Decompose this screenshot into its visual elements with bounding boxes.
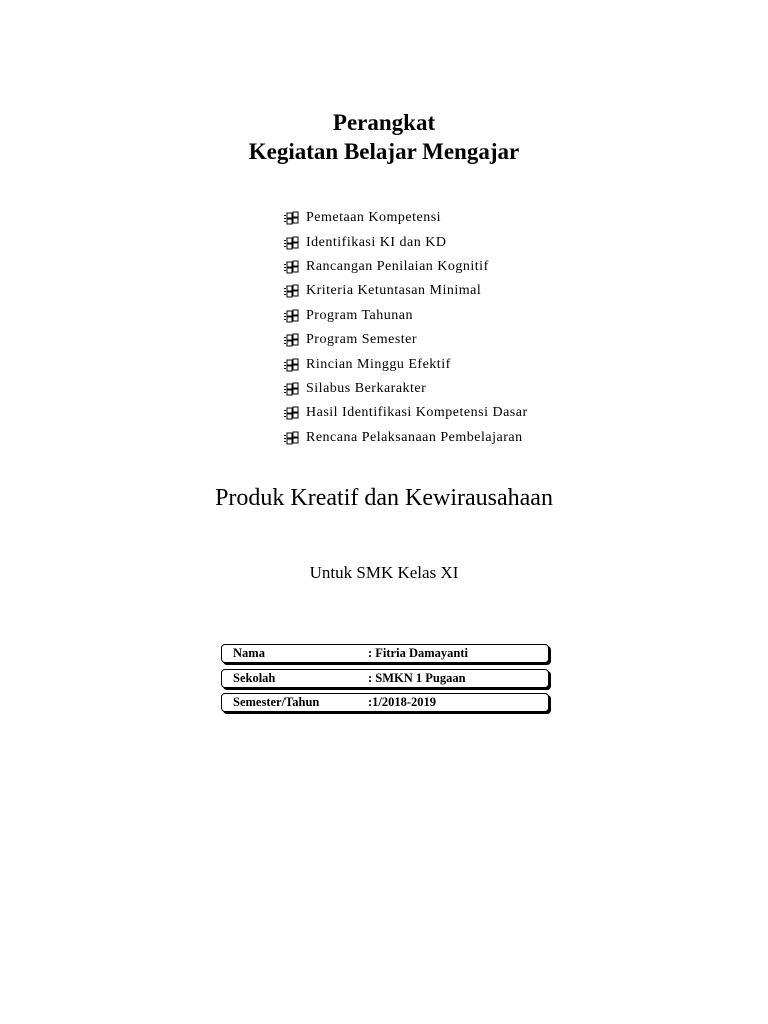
list-item (284, 352, 528, 376)
windows-logo-icon (284, 260, 300, 274)
school-value: : SMKN 1 Pugaan (368, 671, 466, 685)
school-label: Sekolah (233, 671, 276, 685)
list-item-label: Pemetaan Kompetensi (306, 210, 442, 226)
list-item (284, 279, 528, 303)
name-label: Nama (233, 646, 265, 660)
info-row-semester (221, 693, 549, 712)
list-item (284, 230, 528, 254)
list-item (284, 255, 528, 279)
name-value: : Fitria Damayanti (368, 646, 468, 660)
windows-logo-icon (284, 284, 300, 298)
list-item (284, 377, 528, 401)
semester-label: Semester/Tahun (233, 695, 320, 709)
list-item-label: Kriteria Ketuntasan Minimal (306, 283, 482, 299)
subject-title: Produk Kreatif dan Kewirausahaan (215, 485, 553, 511)
list-item-label: Identifikasi KI dan KD (306, 234, 447, 250)
windows-logo-icon (284, 406, 300, 420)
list-item-label: Program Tahunan (306, 307, 413, 323)
list-item-label: Silabus Berkarakter (306, 380, 427, 396)
windows-logo-icon (284, 431, 300, 445)
document-title-line2: Kegiatan Belajar Mengajar (248, 139, 520, 164)
list-item-label: Rencana Pelaksanaan Pembelajaran (306, 429, 523, 445)
semester-value: :1/2018-2019 (368, 695, 437, 709)
list-item-label: Rincian Minggu Efektif (306, 356, 451, 372)
list-item (284, 206, 528, 230)
list-item (284, 401, 528, 425)
windows-logo-icon (284, 211, 300, 225)
contents-list (284, 206, 528, 450)
windows-logo-icon (284, 309, 300, 323)
list-item-label: Hasil Identifikasi Kompetensi Dasar (306, 405, 528, 421)
info-row-school (221, 669, 549, 688)
list-item-label: Rancangan Penilaian Kognitif (306, 258, 489, 274)
list-item-label: Program Semester (306, 332, 418, 348)
info-row-name (221, 644, 549, 663)
windows-logo-icon (284, 382, 300, 396)
list-item (284, 426, 528, 450)
list-item (284, 328, 528, 352)
list-item (284, 304, 528, 328)
windows-logo-icon (284, 236, 300, 250)
windows-logo-icon (284, 358, 300, 372)
document-title-line1: Perangkat (332, 110, 436, 135)
windows-logo-icon (284, 333, 300, 347)
class-level: Untuk SMK Kelas XI (309, 563, 459, 582)
